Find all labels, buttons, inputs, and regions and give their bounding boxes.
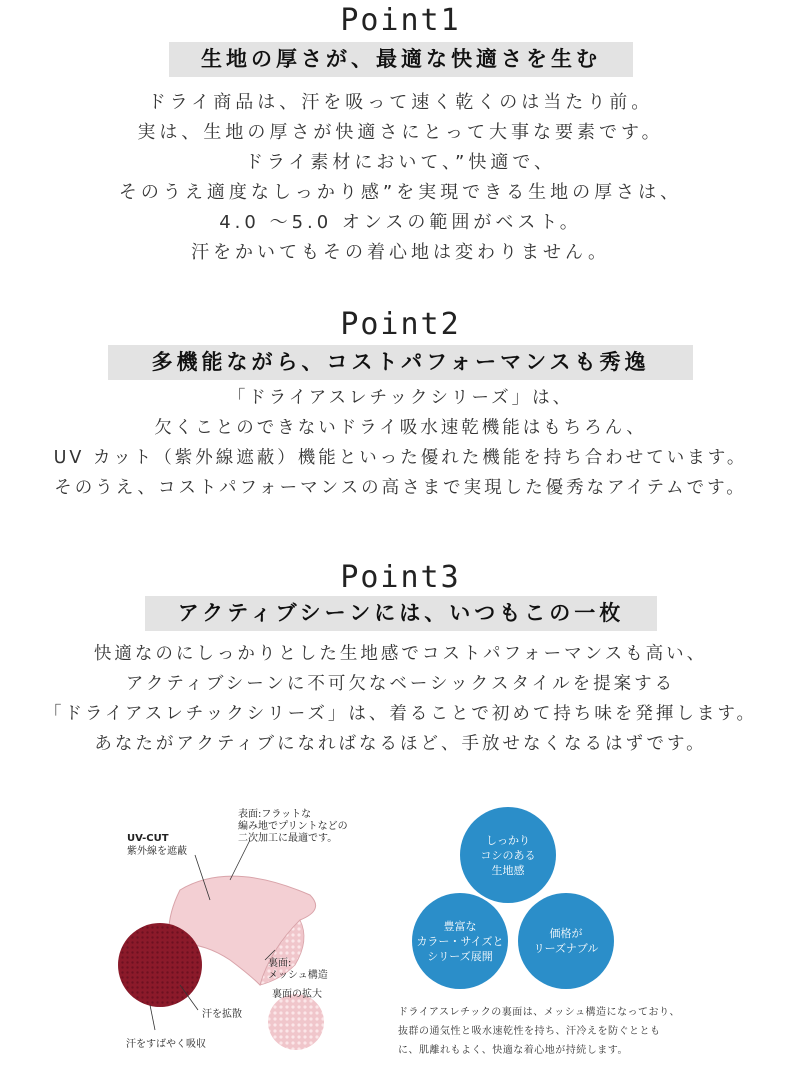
circle-price-line: 価格が bbox=[549, 927, 583, 940]
point2-line: 欠くことのできないドライ吸水速乾機能はもちろん、 bbox=[154, 418, 647, 438]
point3-heading: アクティブシーンには、いつもこの一枚 bbox=[145, 596, 657, 631]
back-zoom-circle bbox=[268, 994, 324, 1050]
point1-line: 実は、生地の厚さが快適さにとって大事な要素です。 bbox=[137, 122, 664, 143]
circle-quality bbox=[460, 807, 556, 903]
back-sub: メッシュ構造 bbox=[268, 970, 328, 981]
uvcut-sub: 紫外線を遮蔽 bbox=[127, 846, 187, 857]
point1-heading: 生地の厚さが、最適な快適さを生む bbox=[169, 42, 633, 77]
caption-line: 抜群の通気性と吸水速乾性を持ち、汗冷えを防ぐととも bbox=[398, 1026, 661, 1037]
circle-quality-line: コシのある bbox=[480, 848, 536, 862]
surface-label: 表面:フラットな bbox=[238, 809, 312, 820]
back-zoom-label: 裏面の拡大 bbox=[272, 989, 322, 1000]
point2-heading: 多機能ながら、コストパフォーマンスも秀逸 bbox=[108, 345, 693, 380]
point1-line: 汗をかいてもその着心地は変わりません。 bbox=[190, 242, 611, 263]
point1-line: ドライ商品は、汗を吸って速く乾くのは当たり前。 bbox=[147, 92, 654, 113]
point2-line: 「ドライアスレチックシリーズ」は、 bbox=[227, 388, 574, 408]
caption-line: ドライアスレチックの裏面は、メッシュ構造になっており、 bbox=[398, 1007, 680, 1018]
circle-variety-line: 豊富な bbox=[443, 919, 477, 933]
point3-title: Point3 bbox=[340, 560, 461, 595]
point1-title: Point1 bbox=[340, 3, 461, 38]
point3-line: 「ドライアスレチックシリーズ」は、着ることで初めて持ち味を発揮します。 bbox=[44, 704, 757, 724]
point2-line: UV カット（紫外線遮蔽）機能といった優れた機能を持ち合わせています。 bbox=[53, 448, 748, 468]
circle-variety-line: シリーズ展開 bbox=[427, 949, 493, 963]
surface-line3: 二次加工に最適です。 bbox=[238, 833, 338, 844]
surface-line2: 編み地でプリントなどの bbox=[238, 821, 348, 832]
point3-body bbox=[0, 639, 801, 759]
point1-line: そのうえ適度なしっかり感”を実現できる生地の厚さは、 bbox=[118, 182, 683, 203]
circle-quality-line: しっかり bbox=[486, 833, 530, 847]
circle-quality-line: 生地感 bbox=[491, 863, 525, 877]
circle-price bbox=[518, 893, 614, 989]
diffuse-label: 汗を拡散 bbox=[202, 1009, 242, 1020]
point2-body bbox=[0, 383, 801, 503]
circle-variety bbox=[412, 893, 508, 989]
point2-line: そのうえ、コストパフォーマンスの高さまで実現した優秀なアイテムです。 bbox=[54, 478, 747, 498]
uvcut-label: UV-CUT bbox=[127, 833, 169, 844]
point3-line: 快適なのにしっかりとした生地感でコストパフォーマンスも高い、 bbox=[93, 644, 708, 664]
point1-line: ドライ素材において、”快適で、 bbox=[244, 152, 557, 173]
fabric-caption bbox=[398, 1003, 738, 1060]
point3-line: アクティブシーンに不可欠なベーシックスタイルを提案する bbox=[125, 674, 676, 694]
caption-line: に、肌離れもよく、快適な着心地が持続します。 bbox=[398, 1045, 628, 1056]
point1-line: 4.0 〜5.0 オンスの範囲がベスト。 bbox=[219, 212, 582, 233]
point2-title: Point2 bbox=[340, 307, 461, 342]
absorb-label: 汗をすばやく吸収 bbox=[126, 1039, 206, 1050]
point3-line: あなたがアクティブになればなるほど、手放せなくなるはずです。 bbox=[94, 734, 707, 754]
back-label: 裏面: bbox=[268, 958, 292, 969]
circle-price-line: リーズナブル bbox=[533, 942, 599, 955]
point1-body bbox=[0, 88, 801, 268]
circle-variety-line: カラー・サイズと bbox=[416, 934, 504, 948]
surface-zoom-circle bbox=[118, 923, 202, 1007]
